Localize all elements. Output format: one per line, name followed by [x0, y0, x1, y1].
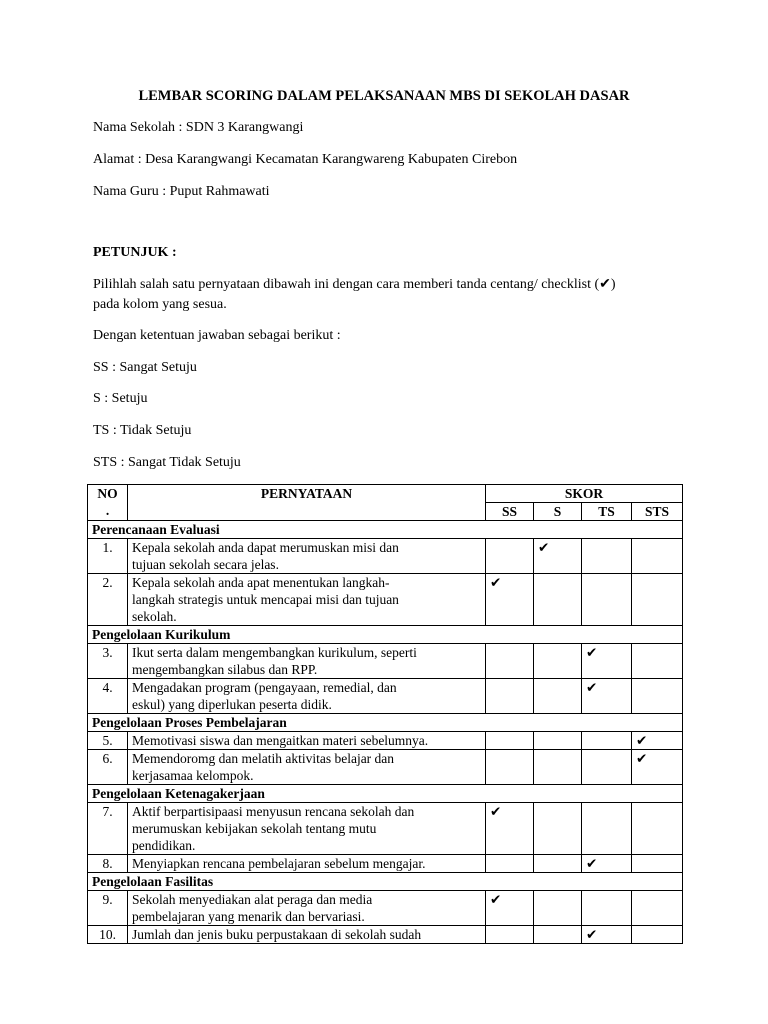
section-heading: Pengelolaan Ketenagakerjaan	[88, 785, 683, 803]
score-cell-ts[interactable]	[582, 644, 632, 679]
statement-line: Sekolah menyediakan alat peraga dan media	[132, 892, 373, 907]
check-icon: ✔	[490, 575, 502, 590]
check-icon: ✔	[586, 927, 598, 942]
statement-line: langkah strategis untuk mencapai misi dan tujuan	[132, 592, 399, 607]
score-cell-s[interactable]	[534, 855, 582, 873]
score-cell-ss[interactable]	[486, 732, 534, 750]
table-row	[88, 803, 683, 855]
table-row	[88, 644, 683, 679]
statement-line: pembelajaran yang menarik dan bervariasi.	[132, 909, 365, 924]
answer-intro: Dengan ketentuan jawaban sebagai berikut :	[93, 328, 341, 343]
row-statement	[128, 926, 486, 944]
header-no	[88, 485, 128, 521]
statement-line: mengembangkan silabus dan RPP.	[132, 662, 318, 677]
score-cell-sts[interactable]	[632, 574, 683, 626]
score-cell-s[interactable]	[534, 644, 582, 679]
row-statement	[128, 891, 486, 926]
score-cell-ts[interactable]	[582, 750, 632, 785]
header-no-dot: .	[105, 503, 110, 518]
score-cell-s[interactable]	[534, 732, 582, 750]
check-icon: ✔	[636, 733, 648, 748]
legend-ss: SS : Sangat Setuju	[93, 360, 197, 375]
row-number: 6.	[88, 750, 128, 785]
table-row	[88, 855, 683, 873]
statement-line: Mengadakan program (pengayaan, remedial, dan	[132, 680, 397, 695]
statement-line: Ikut serta dalam mengembangkan kurikulum, seperti	[132, 645, 417, 660]
section-heading: Pengelolaan Kurikulum	[88, 626, 683, 644]
check-icon: ✔	[586, 680, 598, 695]
row-statement	[128, 750, 486, 785]
legend-ts: TS : Tidak Setuju	[93, 423, 192, 438]
row-number: 3.	[88, 644, 128, 679]
instructions-heading: PETUNJUK :	[93, 245, 177, 260]
statement-line: Kepala sekolah anda apat menentukan langkah-	[132, 575, 390, 590]
header-score: SKOR	[486, 485, 683, 503]
score-cell-ss[interactable]	[486, 644, 534, 679]
score-cell-ss[interactable]	[486, 539, 534, 574]
check-icon: ✔	[490, 804, 502, 819]
row-number: 2.	[88, 574, 128, 626]
school-name: Nama Sekolah : SDN 3 Karangwangi	[93, 120, 304, 135]
score-cell-sts[interactable]	[632, 644, 683, 679]
score-cell-ts[interactable]	[582, 891, 632, 926]
score-cell-sts[interactable]	[632, 539, 683, 574]
instructions-line-1: Pilihlah salah satu pernyataan dibawah ini dengan cara memberi tanda centang/ checklist (✔)	[93, 277, 616, 292]
table-row	[88, 574, 683, 626]
table-row	[88, 732, 683, 750]
check-icon: ✔	[636, 751, 648, 766]
row-number: 1.	[88, 539, 128, 574]
header-ts: TS	[582, 503, 632, 521]
score-cell-sts[interactable]	[632, 855, 683, 873]
score-cell-sts[interactable]	[632, 679, 683, 714]
score-cell-ss[interactable]	[486, 926, 534, 944]
score-cell-ss[interactable]	[486, 855, 534, 873]
statement-line: Aktif berpartisipaasi menyusun rencana sekolah dan	[132, 804, 415, 819]
section-row	[88, 714, 683, 732]
statement-line: Menyiapkan rencana pembelajaran sebelum mengajar.	[132, 856, 426, 871]
score-cell-ts[interactable]	[582, 803, 632, 855]
statement-line: kerjasamaa kelompok.	[132, 768, 254, 783]
teacher-name: Nama Guru : Puput Rahmawati	[93, 184, 270, 199]
statement-line: tujuan sekolah secara jelas.	[132, 557, 279, 572]
score-cell-ts[interactable]	[582, 926, 632, 944]
score-cell-s[interactable]	[534, 926, 582, 944]
row-number: 5.	[88, 732, 128, 750]
section-row	[88, 873, 683, 891]
document-title: LEMBAR SCORING DALAM PELAKSANAAN MBS DI SEKOLAH DASAR	[138, 88, 630, 104]
score-cell-sts[interactable]	[632, 732, 683, 750]
school-address: Alamat : Desa Karangwangi Kecamatan Karangwareng Kabupaten Cirebon	[93, 152, 518, 167]
statement-line: eskul) yang diperlukan peserta didik.	[132, 697, 332, 712]
header-s: S	[534, 503, 582, 521]
statement-line: merumuskan kebijakan sekolah tentang mutu	[132, 821, 377, 836]
header-statement: PERNYATAAN	[128, 485, 486, 521]
statement-line: Memotivasi siswa dan mengaitkan materi sebelumnya.	[132, 733, 429, 748]
header-sts: STS	[632, 503, 683, 521]
row-number: 7.	[88, 803, 128, 855]
table-row	[88, 926, 683, 944]
row-statement	[128, 539, 486, 574]
score-cell-sts[interactable]	[632, 750, 683, 785]
instructions-line-2: pada kolom yang sesua.	[93, 297, 227, 312]
check-icon: ✔	[586, 856, 598, 871]
score-cell-s[interactable]	[534, 803, 582, 855]
section-heading: Perencanaan Evaluasi	[88, 521, 683, 539]
score-cell-ss[interactable]	[486, 891, 534, 926]
table-body	[88, 521, 683, 944]
score-cell-ss[interactable]	[486, 679, 534, 714]
section-heading: Pengelolaan Proses Pembelajaran	[88, 714, 683, 732]
row-number: 4.	[88, 679, 128, 714]
statement-line: Memendoromg dan melatih aktivitas belajar dan	[132, 751, 395, 766]
section-row	[88, 521, 683, 539]
statement-line: Jumlah dan jenis buku perpustakaan di sekolah sudah	[132, 927, 422, 942]
score-cell-ts[interactable]	[582, 539, 632, 574]
score-cell-sts[interactable]	[632, 803, 683, 855]
score-cell-ts[interactable]	[582, 679, 632, 714]
score-cell-ts[interactable]	[582, 855, 632, 873]
check-icon: ✔	[538, 540, 550, 555]
statement-line: pendidikan.	[132, 838, 196, 853]
check-icon: ✔	[490, 892, 502, 907]
row-statement	[128, 679, 486, 714]
score-cell-s[interactable]	[534, 574, 582, 626]
score-cell-s[interactable]	[534, 750, 582, 785]
row-statement	[128, 732, 486, 750]
row-statement	[128, 855, 486, 873]
legend-sts: STS : Sangat Tidak Setuju	[93, 455, 241, 470]
check-icon: ✔	[586, 645, 598, 660]
score-cell-ss[interactable]	[486, 750, 534, 785]
statement-line: sekolah.	[132, 609, 177, 624]
table-row	[88, 539, 683, 574]
table-row	[88, 891, 683, 926]
score-cell-sts[interactable]	[632, 891, 683, 926]
table-row	[88, 750, 683, 785]
legend-s: S : Setuju	[93, 391, 148, 406]
row-statement	[128, 574, 486, 626]
scoring-table	[87, 484, 683, 944]
score-cell-ss[interactable]	[486, 574, 534, 626]
score-cell-sts[interactable]	[632, 926, 683, 944]
row-statement	[128, 644, 486, 679]
section-heading: Pengelolaan Fasilitas	[88, 873, 683, 891]
row-number: 9.	[88, 891, 128, 926]
row-number: 8.	[88, 855, 128, 873]
score-cell-ss[interactable]	[486, 803, 534, 855]
section-row	[88, 785, 683, 803]
statement-line: Kepala sekolah anda dapat merumuskan misi dan	[132, 540, 399, 555]
row-statement	[128, 803, 486, 855]
score-cell-s[interactable]	[534, 891, 582, 926]
score-cell-ts[interactable]	[582, 732, 632, 750]
table-row	[88, 679, 683, 714]
row-number: 10.	[88, 926, 128, 944]
score-cell-s[interactable]	[534, 679, 582, 714]
score-cell-ts[interactable]	[582, 574, 632, 626]
header-no-label: NO	[97, 486, 118, 501]
header-ss: SS	[486, 503, 534, 521]
score-cell-s[interactable]	[534, 539, 582, 574]
section-row	[88, 626, 683, 644]
